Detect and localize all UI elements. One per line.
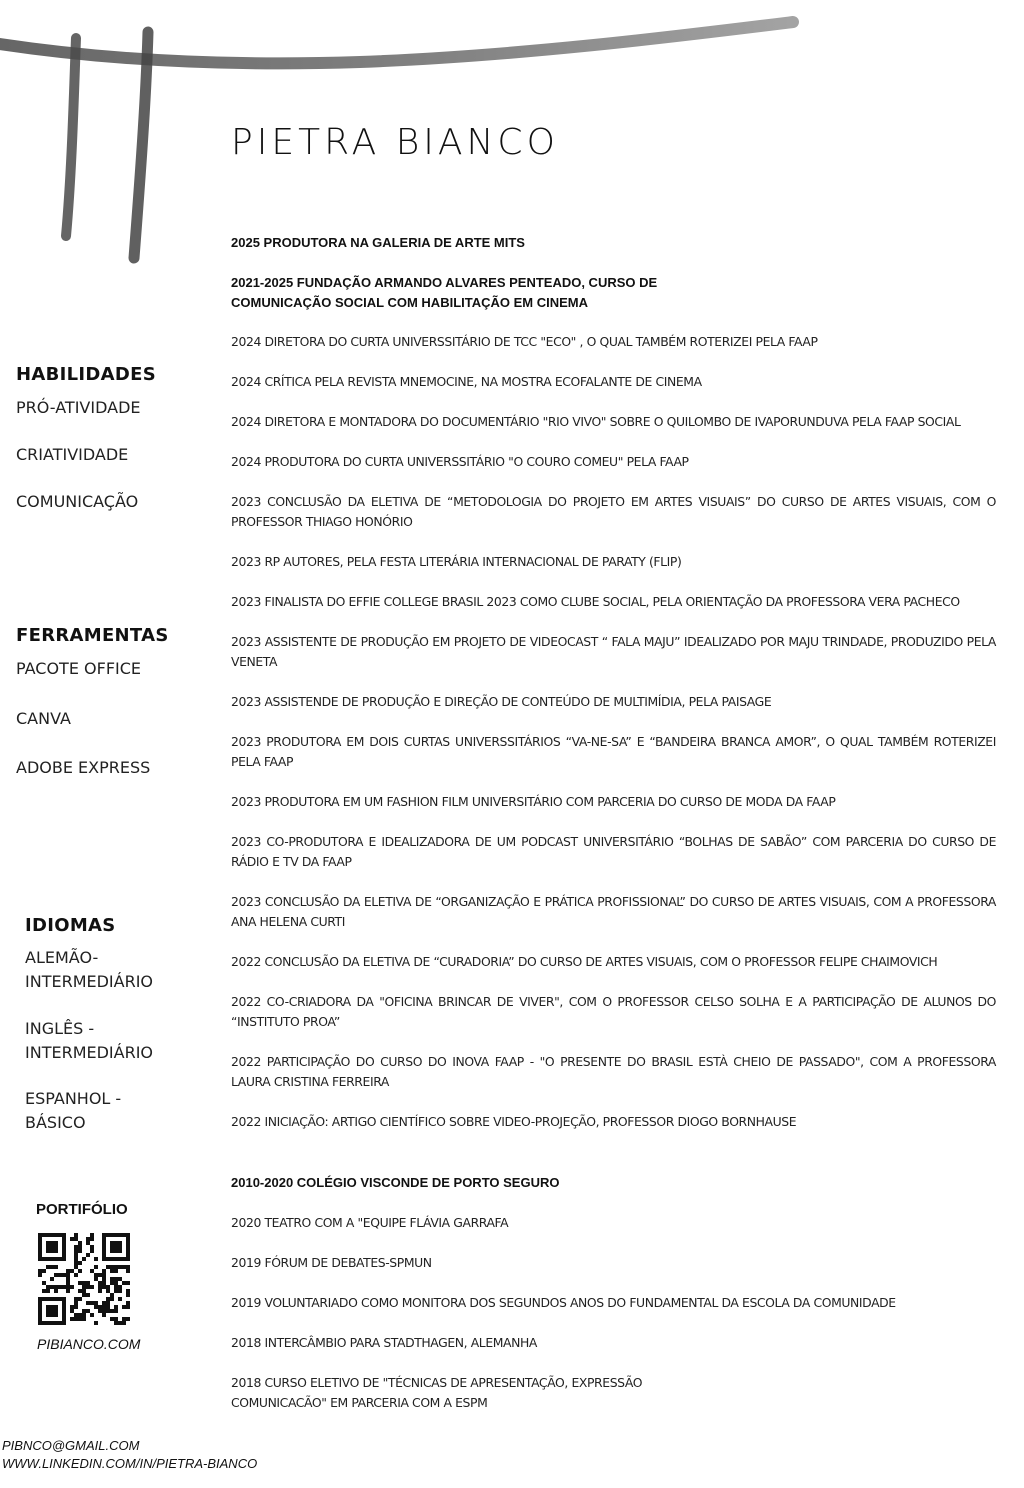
experience-entry: 2023 CO-PRODUTORA E IDEALIZADORA DE UM PODCAST UNIVERSITÁRIO “BOLHAS DE SABÃO” COM PARCERIA DO CURSO DE RÁDIO E TV DA FAAP <box>231 834 996 869</box>
experience-entry: 2024 PRODUTORA DO CURTA UNIVERSSITÁRIO "O COURO COMEU" PELA FAAP <box>231 454 689 469</box>
qr-code-icon[interactable] <box>38 1233 130 1325</box>
experience-entry: 2018 CURSO ELETIVO DE "TÉCNICAS DE APRESENTAÇÃO, EXPRESSÃO COMUNICACÃO" EM PARCERIA COM A ESPM <box>231 1375 643 1410</box>
skill-item: CRIATIVIDADE <box>16 445 129 464</box>
experience-entry: 2022 CONCLUSÃO DA ELETIVA DE “CURADORIA” DO CURSO DE ARTES VISUAIS, COM O PROFESSOR FELIPE CHAIMOVICH <box>231 954 938 969</box>
tool-item: PACOTE OFFICE <box>16 659 142 678</box>
language-item: INGLÊS - INTERMEDIÁRIO <box>25 1019 154 1062</box>
experience-entry: 2023 CONCLUSÃO DA ELETIVA DE “ORGANIZAÇÃO E PRÁTICA PROFISSIONAL” DO CURSO DE ARTES VISUAIS, COM A PROFESSORA ANA HELENA CURTI <box>231 894 996 929</box>
experience-entry: 2022 CO-CRIADORA DA "OFICINA BRINCAR DE VIVER", COM O PROFESSOR CELSO SOLHA E A PARTICIPAÇÃO DE ALUNOS DO “INSTITUTO PROA” <box>231 994 996 1029</box>
portfolio-heading: PORTIFÓLIO <box>36 1201 128 1218</box>
experience-entry: 2023 ASSISTENTE DE PRODUÇÃO EM PROJETO DE VIDEOCAST “ FALA MAJU” IDEALIZADO POR MAJU TRINDADE, PRODUZIDO PELA VENETA <box>231 634 996 669</box>
tools-heading: FERRAMENTAS <box>16 625 169 646</box>
experience-entry: 2019 VOLUNTARIADO COMO MONITORA DOS SEGUNDOS ANOS DO FUNDAMENTAL DA ESCOLA DA COMUNIDADE <box>231 1295 896 1310</box>
section-heading-entry: 2025 PRODUTORA NA GALERIA DE ARTE MITS <box>231 235 525 250</box>
experience-entry: 2023 CONCLUSÃO DA ELETIVA DE “METODOLOGIA DO PROJETO EM ARTES VISUAIS” DO CURSO DE ARTES VISUAIS, COM O PROFESSOR THIAGO HONÓRIO <box>231 494 996 529</box>
experience-entry: 2022 PARTICIPAÇÃO DO CURSO DO INOVA FAAP - "O PRESENTE DO BRASIL ESTÀ CHEIO DE PASSADO", COM A PROFESSORA LAURA CRISTINA FERREIRA <box>231 1054 996 1089</box>
language-item: ALEMÃO- INTERMEDIÁRIO <box>25 948 154 991</box>
experience-entry: 2018 INTERCÂMBIO PARA STADTHAGEN, ALEMANHA <box>231 1335 537 1350</box>
tool-item: ADOBE EXPRESS <box>16 758 151 777</box>
email-link[interactable]: PIBNCO@GMAIL.COM <box>2 1438 140 1453</box>
skill-item: PRÓ-ATIVIDADE <box>16 398 141 417</box>
portfolio-website-link[interactable]: PIBIANCO.COM <box>37 1336 141 1352</box>
experience-entry: 2023 RP AUTORES, PELA FESTA LITERÁRIA INTERNACIONAL DE PARATY (FLIP) <box>231 554 682 569</box>
experience-entry: 2023 ASSISTENDE DE PRODUÇÃO E DIREÇÃO DE CONTEÚDO DE MULTIMÍDIA, PELA PAISAGE <box>231 694 772 709</box>
experience-entry: 2024 CRÍTICA PELA REVISTA MNEMOCINE, NA MOSTRA ECOFALANTE DE CINEMA <box>231 374 702 389</box>
experience-entry: 2023 FINALISTA DO EFFIE COLLEGE BRASIL 2023 COMO CLUBE SOCIAL, PELA ORIENTAÇÃO DA PROFESSORA VERA PACHECO <box>231 594 960 609</box>
experience-entry: 2023 PRODUTORA EM DOIS CURTAS UNIVERSSITÁRIOS “VA-NE-SA” E “BANDEIRA BRANCA AMOR”, O QUAL TAMBÉM ROTERIZEI PELA FAAP <box>231 734 996 769</box>
experience-entry: 2024 DIRETORA DO CURTA UNIVERSSITÁRIO DE TCC "ECO" , O QUAL TAMBÉM ROTERIZEI PELA FAAP <box>231 334 818 349</box>
page-title: PIETRA BIANCO <box>231 122 559 163</box>
experience-entry: 2024 DIRETORA E MONTADORA DO DOCUMENTÁRIO "RIO VIVO" SOBRE O QUILOMBO DE IVAPORUNDUVA PELA FAAP SOCIAL <box>231 414 961 429</box>
language-item: ESPANHOL - BÁSICO <box>25 1089 122 1132</box>
skill-item: COMUNICAÇÃO <box>16 492 139 511</box>
skills-heading: HABILIDADES <box>16 364 156 385</box>
experience-entry: 2023 PRODUTORA EM UM FASHION FILM UNIVERSITÁRIO COM PARCERIA DO CURSO DE MODA DA FAAP <box>231 794 836 809</box>
linkedin-link[interactable]: WWW.LINKEDIN.COM/IN/PIETRA-BIANCO <box>2 1456 258 1471</box>
section-heading-entry: 2021-2025 FUNDAÇÃO ARMANDO ALVARES PENTEADO, CURSO DE COMUNICAÇÃO SOCIAL COM HABILITAÇÃO EM CINEMA <box>231 275 658 310</box>
languages-heading: IDIOMAS <box>25 915 116 936</box>
experience-entry: 2020 TEATRO COM A "EQUIPE FLÁVIA GARRAFA <box>231 1215 509 1230</box>
experience-entry: 2019 FÓRUM DE DEBATES-SPMUN <box>231 1255 432 1270</box>
section-heading-entry: 2010-2020 COLÉGIO VISCONDE DE PORTO SEGURO <box>231 1175 560 1190</box>
experience-entry: 2022 INICIAÇÃO: ARTIGO CIENTÍFICO SOBRE VIDEO-PROJEÇÃO, PROFESSOR DIOGO BORNHAUSE <box>231 1114 797 1129</box>
tool-item: CANVA <box>16 709 71 728</box>
